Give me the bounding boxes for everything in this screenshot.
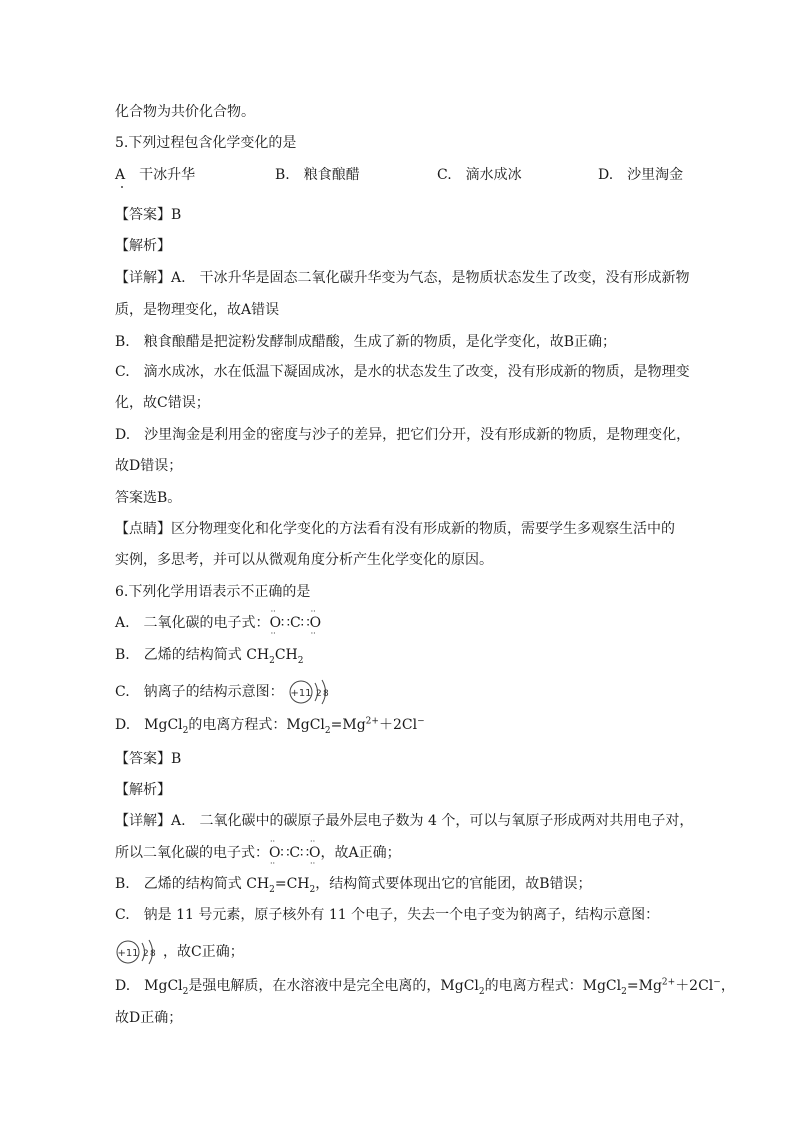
lone-pair-dots: ·· (270, 607, 276, 616)
nucleus-charge: +11 (290, 688, 312, 699)
subscript: 2 (324, 725, 331, 736)
text-line: 化合物为共价化合物。 (115, 104, 255, 120)
formula-text: 的电离方程式：MgCl (484, 978, 622, 994)
detail-5-a-line2: 质，是物理变化，故A错误 (115, 302, 280, 318)
shared-pair-colon: ∷ (280, 845, 290, 861)
answer-5: 【答案】B (115, 207, 182, 223)
superscript: − (417, 716, 425, 727)
subscript: 2 (621, 986, 627, 997)
shared-pair-colon: ∷ (300, 615, 310, 631)
subscript: 2 (309, 884, 316, 895)
q6-option-b-label: B. 乙烯的结构简式 CH (115, 647, 270, 663)
stray-dot (121, 186, 123, 188)
co2-electron-formula-o2 (309, 837, 321, 868)
detail-6-c-line2 (115, 937, 244, 967)
detail-5-b: B. 粮食酿醋是把淀粉发酵制成醋酸，生成了新的物质，是化学变化，故B正确； (115, 334, 617, 350)
co2-electron-formula (269, 607, 282, 638)
formula-text: ＋2Cl (675, 978, 714, 994)
q5-option-d: D. 沙里淘金 (598, 167, 684, 183)
detail-6-d-line1 (115, 976, 735, 996)
oxygen-symbol: O (269, 615, 282, 631)
lone-pair-dots: ·· (310, 837, 316, 846)
carbon-symbol: C (289, 615, 301, 631)
subscript: 2 (478, 986, 485, 997)
formula-text: CH (274, 647, 298, 663)
lone-pair-dots: ·· (310, 607, 316, 616)
lone-pair-dots: ·· (310, 859, 316, 868)
shell1-count: 2 (143, 949, 149, 959)
oxygen-symbol: O (309, 845, 321, 861)
lone-pair-dots: ·· (270, 837, 276, 846)
oxygen-symbol: O (309, 615, 322, 631)
subscript: 2 (297, 655, 304, 666)
tip-5-line1: 【点睛】区分物理变化和化学变化的方法看有没有形成新的物质，需要学生多观察生活中的 (115, 521, 675, 537)
q5-option-c: C. 滴水成冰 (437, 167, 522, 183)
sodium-ion-diagram (288, 677, 336, 707)
answer-6: 【答案】B (115, 751, 182, 767)
q6-option-c-label: C. 钠离子的结构示意图： (115, 684, 284, 700)
formula-text: ，故A正确； (320, 845, 401, 861)
q6-option-b (115, 645, 304, 665)
superscript: 2+ (661, 977, 676, 988)
q6-option-d-label: D. MgCl (115, 717, 183, 733)
question-6-stem: 6.下列化学用语表示不正确的是 (115, 584, 311, 600)
lone-pair-dots: ·· (270, 629, 276, 638)
formula-text: ，结构简式要体现出它的官能团，故B错误； (315, 876, 592, 892)
formula-text: 的电离方程式：MgCl (188, 717, 325, 733)
q6-option-a (115, 607, 322, 638)
superscript: − (713, 977, 721, 988)
formula-text: =Mg (330, 717, 366, 733)
question-5-stem: 5.下列过程包含化学变化的是 (115, 135, 297, 151)
formula-text: ，故C正确； (163, 944, 244, 960)
subscript: 2 (269, 655, 275, 666)
q6-option-c (115, 677, 336, 707)
q5-option-b: B. 粮食酿醋 (275, 167, 360, 183)
shell1-count: 2 (316, 689, 322, 699)
formula-text: 是强电解质，在水溶液中是完全电离的，MgCl (188, 978, 479, 994)
superscript: 2+ (365, 716, 379, 727)
subscript: 2 (269, 884, 275, 895)
shell2-count: 8 (323, 689, 329, 699)
oxygen-symbol: O (269, 845, 281, 861)
analysis-5-heading: 【解析】 (115, 238, 171, 254)
co2-electron-formula-o2 (309, 607, 322, 638)
subscript: 2 (182, 725, 189, 736)
shared-pair-colon: ∷ (281, 615, 290, 631)
detail-6-a-line2 (115, 837, 401, 868)
detail-5-c-line1: C. 滴水成冰，水在低温下凝固成冰，是水的状态发生了改变，没有形成新的物质，是物理变 (115, 364, 690, 380)
detail-5-d-line1: D. 沙里淘金是利用金的密度与沙子的差异，把它们分开，没有形成新的物质，是物理变化， (115, 427, 691, 443)
shared-pair-colon: ∷ (300, 845, 310, 861)
detail-6-b (115, 874, 592, 894)
tip-5-line2: 实例，多思考，并可以从微观角度分析产生化学变化的原因。 (115, 552, 493, 568)
subscript: 2 (182, 986, 189, 997)
formula-text: D. MgCl (115, 978, 183, 994)
co2-electron-formula (269, 837, 281, 868)
detail-5-c-line2: 化，故C错误； (115, 395, 210, 411)
detail-6-d-line2: 故D正确； (115, 1010, 183, 1026)
detail-5-d-line2: 故D错误； (115, 458, 183, 474)
q6-option-d (115, 715, 425, 735)
carbon-symbol: C (289, 845, 301, 861)
lone-pair-dots: ·· (270, 859, 276, 868)
answer-5-choice: 答案选B。 (115, 490, 182, 506)
formula-text: ， (720, 978, 735, 994)
formula-text: =CH (274, 876, 310, 892)
detail-6-a-line1: 【详解】A. 二氧化碳中的碳原子最外层电子数为 4 个，可以与氧原子形成两对共用电子对， (115, 813, 694, 829)
sodium-ion-diagram (115, 937, 163, 967)
detail-5-a-line1: 【详解】A. 干冰升华是固态二氧化碳升华变为气态，是物质状态发生了改变，没有形成新物 (115, 270, 690, 286)
shell2-count: 8 (150, 949, 156, 959)
q5-option-a: A 干冰升华 (115, 167, 196, 183)
formula-text: 所以二氧化碳的电子式： (115, 845, 269, 861)
formula-text: B. 乙烯的结构简式 CH (115, 876, 270, 892)
q6-option-a-label: A. 二氧化碳的电子式： (115, 615, 270, 631)
analysis-6-heading: 【解析】 (115, 782, 171, 798)
formula-text: ＋2Cl (378, 717, 418, 733)
lone-pair-dots: ·· (310, 629, 316, 638)
detail-6-c-line1: C. 钠是 11 号元素，原子核外有 11 个电子，失去一个电子变为钠离子，结构示意图： (115, 907, 660, 923)
nucleus-charge: +11 (117, 948, 139, 959)
formula-text: =Mg (626, 978, 662, 994)
